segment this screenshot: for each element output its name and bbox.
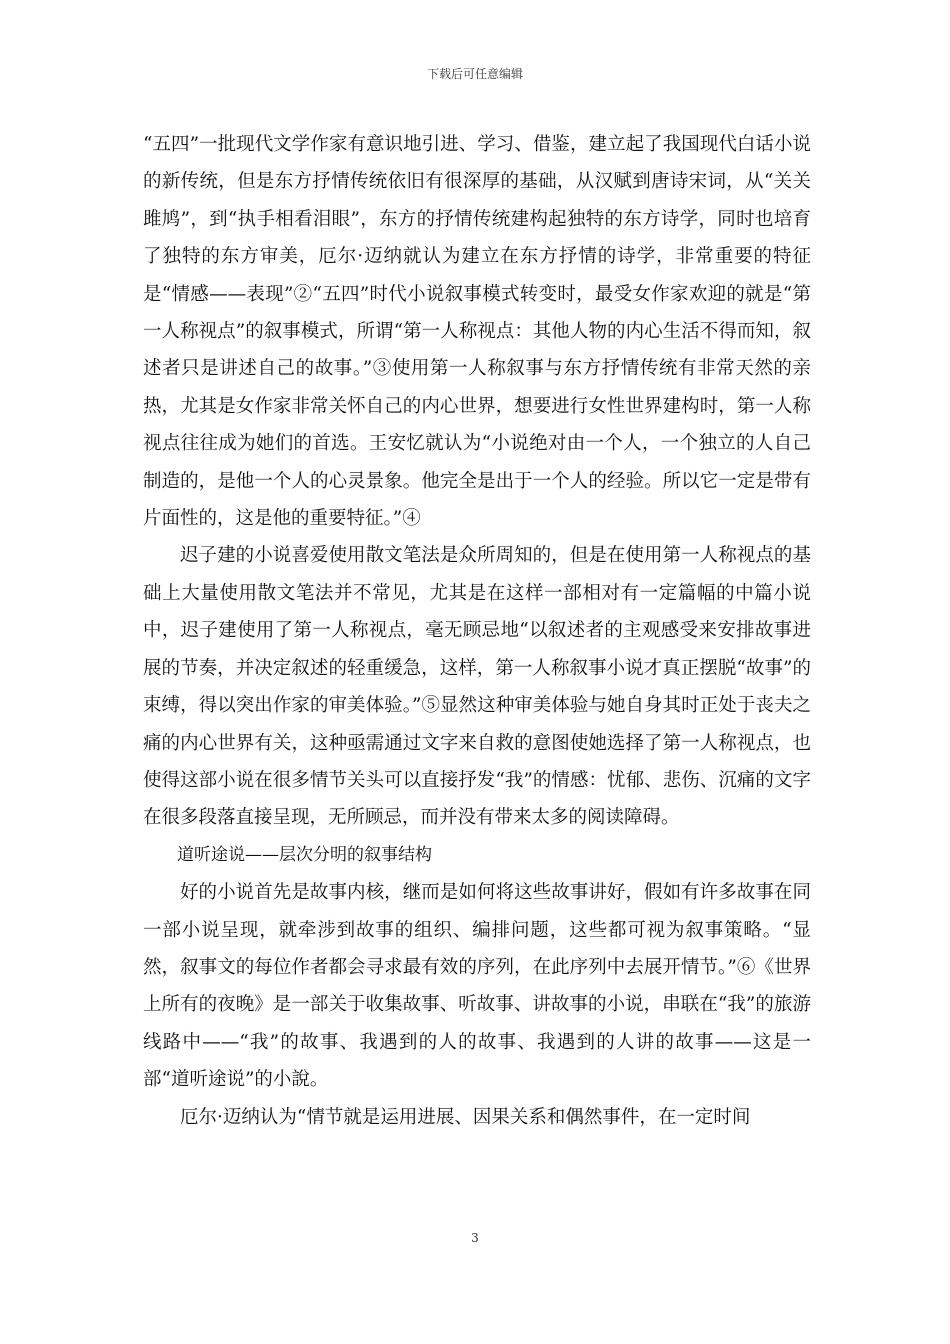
- paragraph-4: 厄尔·迈纳认为“情节就是运用进展、因果关系和偶然事件，在一定时间: [180, 1106, 751, 1128]
- page-number: 3: [471, 1231, 479, 1245]
- paragraph-2: 迟子建的小说喜爱使用散文笔法是众所周知的，但是在使用第一人称视点的基础上大量使用散文笔法并不常见，尤其是在这样一部相对有一定篇幅的中篇小说中，迟子建使用了第一人称视点，毫无顾忌地“以叙述者的主观感受来安排故事进展的节奏，并决定叙述的轻重缓急，这样，第一人称叙事小说才真正摆脱“故事”的束缚，得以突出作家的审美体验。”⑤显然这种审美体验与她自身其时正处于丧夫之痛的内心世界有关，这种亟需通过文字来自救的意图使她选择了第一人称视点，也使得这部小说在很多情节关头可以直接抒发“我”的情感：忧郁、悲伤、沉痛的文字在很多段落直接呈现，无所顾忌，而并没有带来太多的阅读障碍。: [143, 545, 811, 829]
- paragraph-3: 好的小说首先是故事内核，继而是如何将这些故事讲好，假如有许多故事在同一部小说呈现，就牵涉到故事的组织、编排问题，这些都可视为叙事策略。“显然，叙事文的每位作者都会寻求最有效的序列，在此序列中去展开情节。”⑥《世界上所有的夜晚》是一部关于收集故事、听故事、讲故事的小说，串联在“我”的旅游线路中——“我”的故事、我遇到的人的故事、我遇到的人讲的故事——这是一部“道听途说”的小說。: [143, 882, 811, 1091]
- page-header: 下载后可任意编辑: [426, 67, 523, 81]
- section-heading: 道听途说——层次分明的叙事结构: [177, 844, 432, 865]
- document-body: [143, 126, 811, 1136]
- paragraph-1: “五四”一批现代文学作家有意识地引进、学习、借鉴，建立起了我国现代白话小说的新传统，但是东方抒情传统依旧有很深厚的基础，从汉赋到唐诗宋词，从“关关雎鸠”，到“执手相看泪眼”，东方的抒情传统建构起独特的东方诗学，同时也培育了独特的东方审美，厄尔·迈纳就认为建立在东方抒情的诗学，非常重要的特征是“情感——表现”②“五四”时代小说叙事模式转变时，最受女作家欢迎的就是“第一人称视点”的叙事模式，所谓“第一人称视点：其他人物的内心生活不得而知，叙述者只是讲述自己的故事。”③使用第一人称叙事与东方抒情传统有非常天然的亲热，尤其是女作家非常关怀自己的内心世界，想要进行女性世界建构时，第一人称视点往往成为她们的首选。王安忆就认为“小说绝对由一个人，一个独立的人自己制造的，是他一个人的心灵景象。他完全是出于一个人的经验。所以它一定是带有片面性的，这是他的重要特征。”④: [143, 134, 811, 530]
